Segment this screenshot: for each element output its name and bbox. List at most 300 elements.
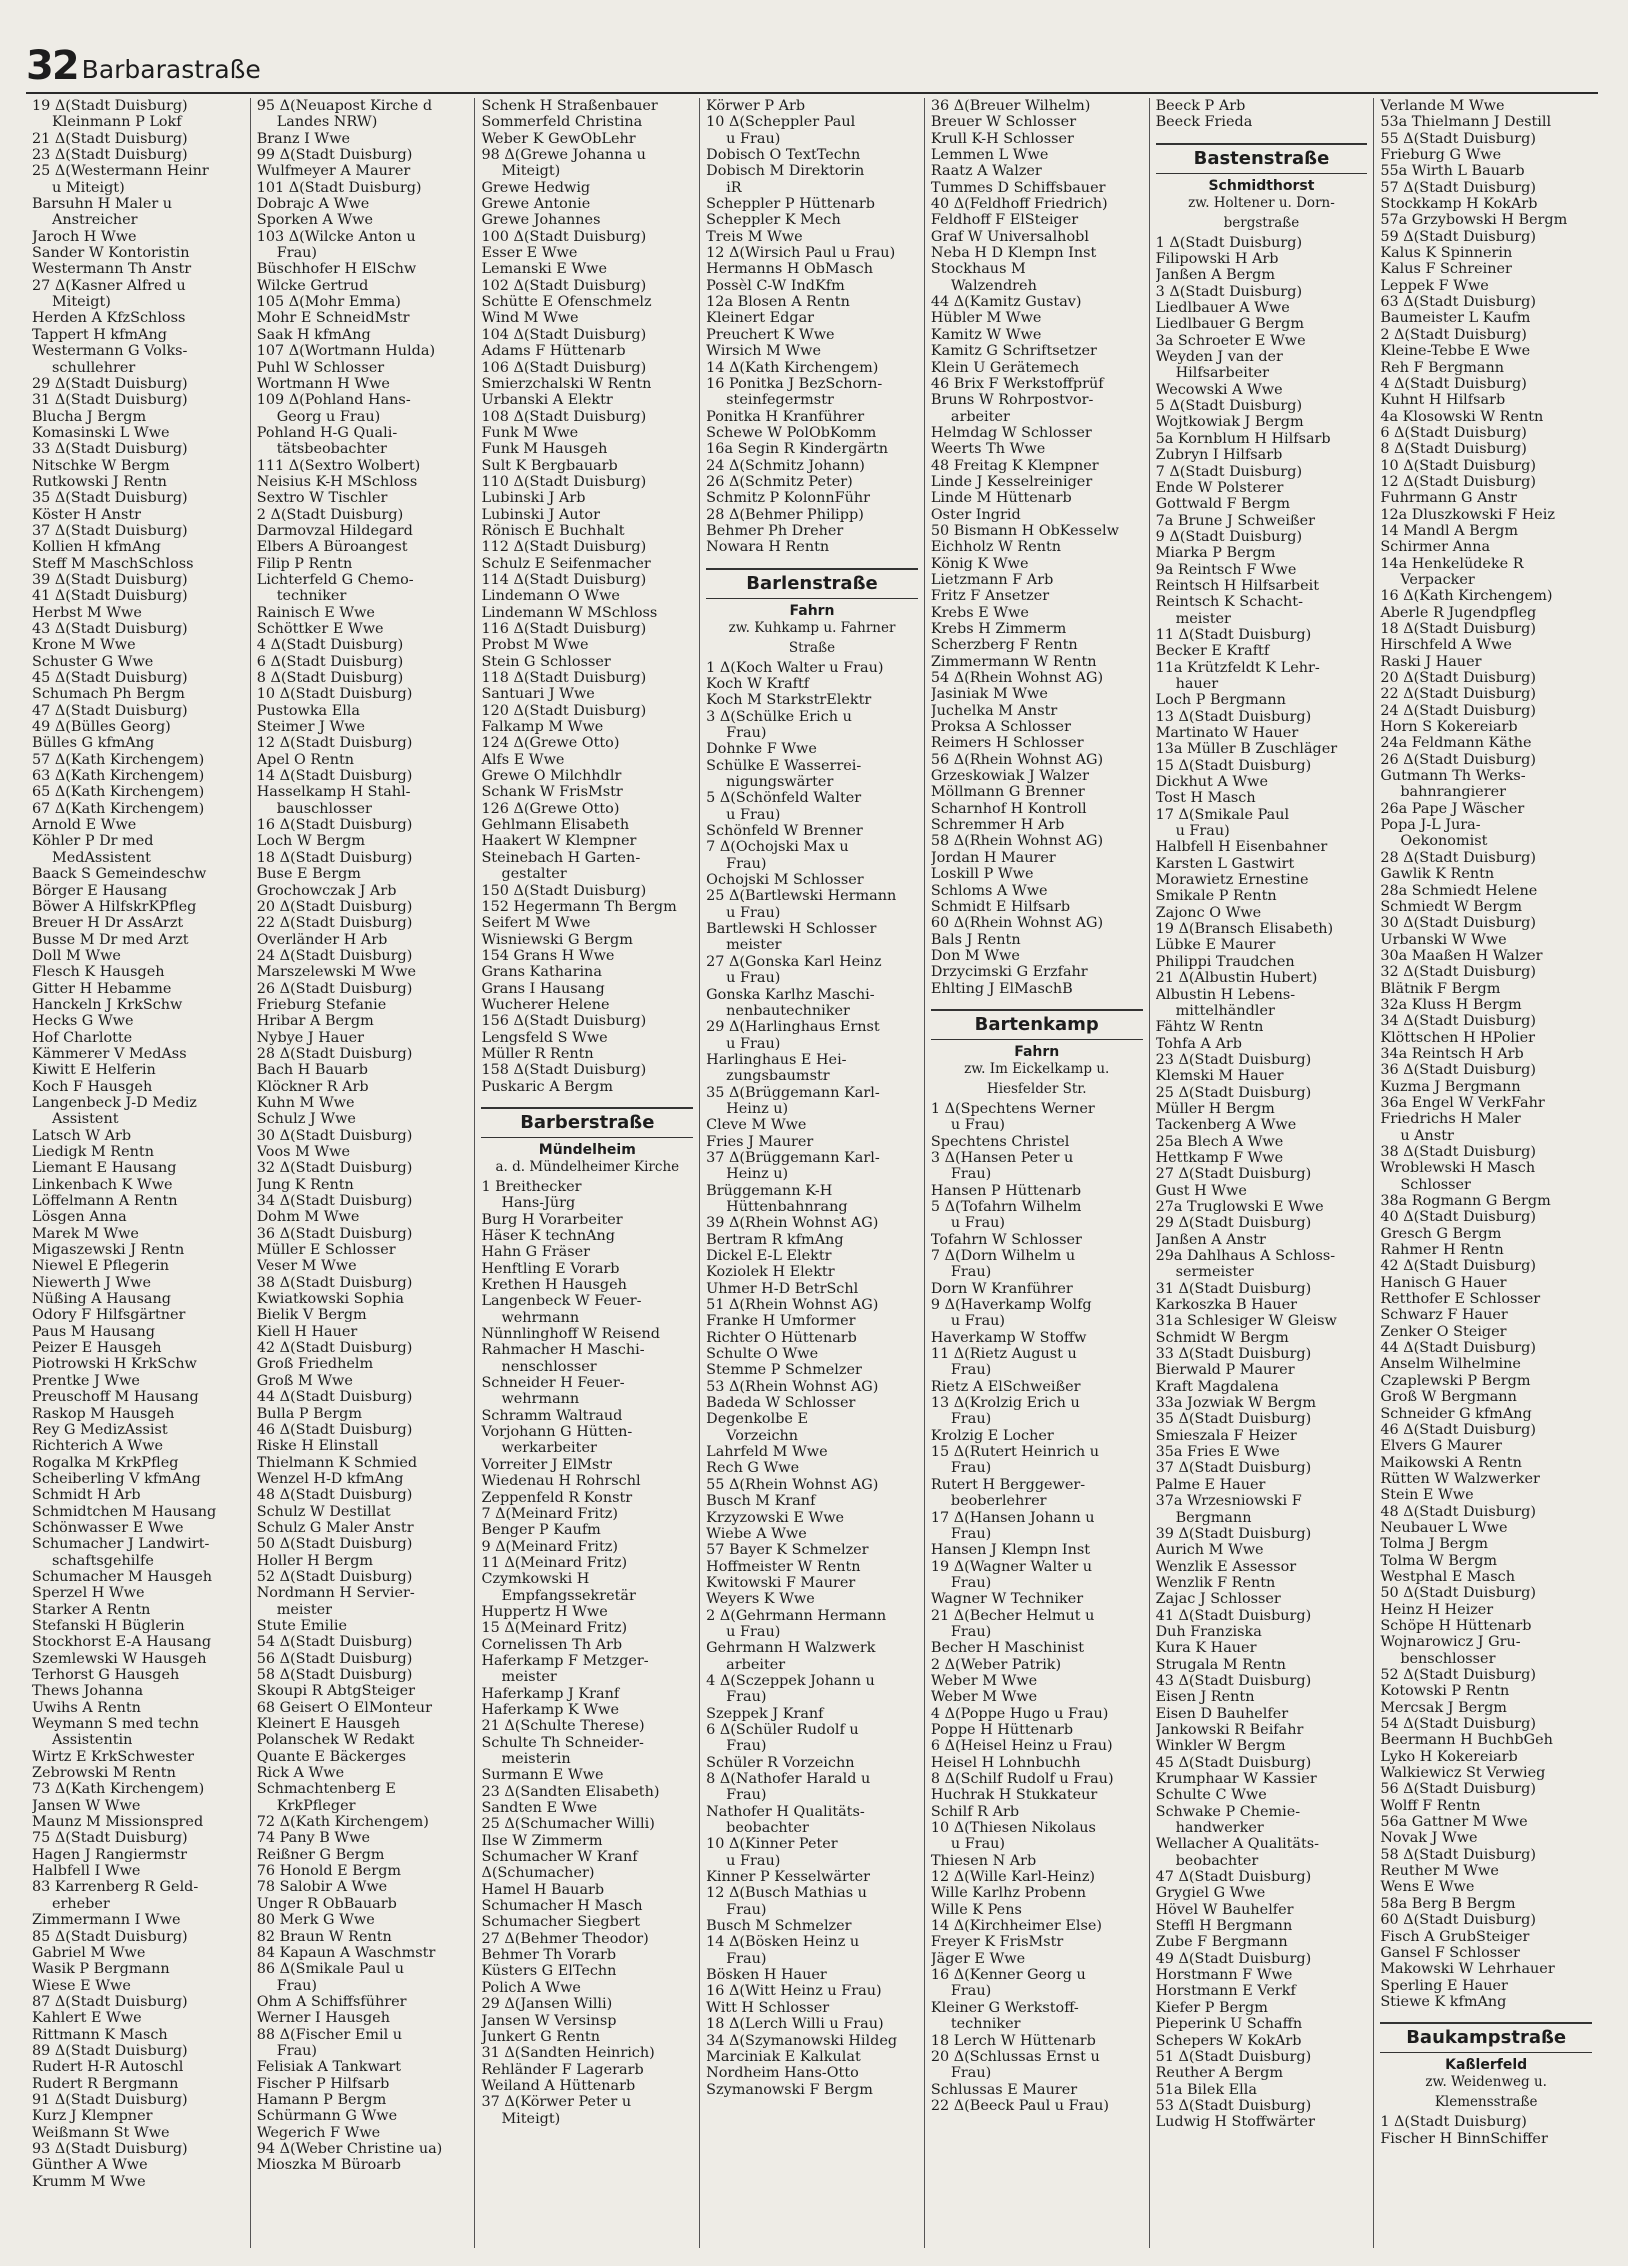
resident-entry: Scharnhof H Kontroll <box>930 800 1087 817</box>
resident-entry: schullehrer <box>52 359 136 376</box>
resident-entry: Stein G Schlosser <box>481 653 611 670</box>
resident-entry: Behmer Th Vorarb <box>481 1947 617 1964</box>
resident-entry: Koch W Kraftf <box>706 675 810 692</box>
resident-entry: Kalus K Spinnerin <box>1380 245 1513 262</box>
resident-entry: 47 Δ(Stadt Duisburg) <box>32 702 188 719</box>
resident-entry: 103 Δ(Wilcke Anton u <box>256 228 416 245</box>
resident-entry: Lengsfeld S Wwe <box>481 1029 608 1046</box>
street-section <box>931 1009 1143 1097</box>
resident-entry: 89 Δ(Stadt Duisburg) <box>32 2042 188 2059</box>
resident-entry: Rudert R Bergmann <box>32 2075 179 2092</box>
resident-entry: Blucha J Bergm <box>32 408 147 425</box>
resident-entry: Urbanski A Elektr <box>481 392 613 409</box>
resident-entry: Ohm A Schiffsführer <box>256 1993 407 2010</box>
resident-entry: 1 Δ(Spechtens Werner <box>930 1100 1095 1117</box>
resident-entry: Janßen A Anstr <box>1155 1231 1266 1248</box>
street-heading: Baukampstraße <box>1380 2022 1592 2053</box>
resident-entry: 31 Δ(Sandten Heinrich) <box>481 2045 655 2062</box>
resident-entry: Reintsch H Hilfsarbeit <box>1155 577 1320 594</box>
resident-entry: Ehlting J ElMaschB <box>930 980 1073 997</box>
resident-entry: Frau) <box>950 1525 992 1542</box>
resident-entry: Fischer H BinnSchiffer <box>1380 2130 1548 2147</box>
resident-entry: Anselm Wilhelmine <box>1380 1356 1521 1373</box>
resident-entry: Langenbeck W Feuer- <box>481 1293 642 1310</box>
resident-entry: Gawlik K Rentn <box>1380 866 1495 883</box>
resident-entry: Busse M Dr med Arzt <box>32 931 189 948</box>
resident-entry: 25a Blech A Wwe <box>1155 1133 1284 1150</box>
resident-entry: 12 Δ(Busch Mathias u <box>706 1885 867 1902</box>
resident-entry: Wenzlik F Rentn <box>1155 1574 1276 1591</box>
resident-entry: 7 Δ(Meinard Fritz) <box>481 1505 618 1522</box>
resident-entry: Neisius K-H MSchloss <box>256 473 418 490</box>
resident-entry: Nordheim Hans-Otto <box>706 2065 859 2082</box>
directory-column <box>925 98 1150 2248</box>
resident-entry: Klein U Gerätemech <box>930 359 1080 376</box>
resident-entry: Frau) <box>950 1983 992 2000</box>
resident-entry: 27 Δ(Gonska Karl Heinz <box>706 953 882 970</box>
resident-entry: Weber K GewObLehr <box>481 130 636 147</box>
resident-entry: Alfs E Wwe <box>481 751 565 768</box>
resident-entry: Branz I Wwe <box>256 130 351 147</box>
resident-entry: Liedlbauer A Wwe <box>1155 300 1290 317</box>
resident-entry: 24 Δ(Stadt Duisburg) <box>256 947 413 964</box>
header-rule <box>26 92 1598 94</box>
street-section <box>481 1107 693 1175</box>
resident-entry: 1 Δ(Koch Walter u Frau) <box>706 659 884 676</box>
resident-entry: Ochojski M Schlosser <box>706 872 864 889</box>
resident-entry: Kollien H kfmAng <box>32 539 161 556</box>
resident-entry: Steimer J Wwe <box>256 719 366 736</box>
resident-entry: Koch F Hausgeh <box>32 1078 153 1095</box>
resident-entry: Dohnke F Wwe <box>706 741 817 758</box>
resident-entry: Bulla P Bergm <box>256 1405 363 1422</box>
resident-entry: Schneider G kfmAng <box>1380 1405 1532 1422</box>
resident-entry: 57 Δ(Kath Kirchengem) <box>32 751 205 768</box>
resident-entry: meister <box>1175 610 1231 627</box>
resident-entry: 12 Δ(Stadt Duisburg) <box>1380 473 1536 490</box>
resident-entry: 3a Schroeter E Wwe <box>1155 332 1306 349</box>
resident-entry: Haferkamp K Wwe <box>481 1701 619 1718</box>
resident-entry: 36 Δ(Stadt Duisburg) <box>1380 1062 1536 1079</box>
resident-entry: mittelhändler <box>1175 1002 1275 1019</box>
resident-entry: 20 Δ(Schlussas Ernst u <box>930 2048 1100 2065</box>
resident-entry: Grewe Antonie <box>481 196 591 213</box>
resident-entry: Kalus F Schreiner <box>1380 261 1512 278</box>
resident-entry: Junkert G Rentn <box>481 2028 600 2045</box>
resident-entry: 53a Thielmann J Destill <box>1380 114 1552 131</box>
resident-entry: Groß Friedhelm <box>256 1356 374 1373</box>
resident-entry: 75 Δ(Stadt Duisburg) <box>32 1830 188 1847</box>
resident-entry: Bertram R kfmAng <box>706 1231 844 1248</box>
resident-entry: 112 Δ(Stadt Duisburg) <box>481 539 647 556</box>
resident-entry: Baumeister L Kaufm <box>1380 310 1531 327</box>
resident-entry: 7 Δ(Dorn Wilhelm u <box>930 1248 1076 1264</box>
resident-entry: handwerker <box>1175 1820 1264 1837</box>
resident-entry: Drzycimski G Erzfahr <box>930 964 1088 981</box>
resident-entry: 31a Schlesiger W Gleisw <box>1155 1313 1337 1330</box>
resident-entry: u Frau) <box>950 1313 1006 1330</box>
resident-entry: 16 Δ(Stadt Duisburg) <box>256 817 413 834</box>
street-heading: Barberstraße <box>481 1107 693 1138</box>
resident-entry: Verpacker <box>1400 571 1475 588</box>
resident-entry: Dickhut A Wwe <box>1155 774 1268 791</box>
resident-entry: 36a Engel W VerkFahr <box>1380 1094 1545 1111</box>
resident-entry: Possèl C-W IndKfm <box>706 277 845 294</box>
resident-entry: 54 Δ(Stadt Duisburg) <box>1380 1716 1536 1733</box>
resident-entry: Tolma W Bergm <box>1380 1552 1498 1569</box>
resident-entry: Poppe H Hüttenarb <box>930 1721 1074 1738</box>
resident-entry: Wojtkowiak J Bergm <box>1155 414 1304 431</box>
resident-entry: Harlinghaus E Hei- <box>706 1051 847 1068</box>
resident-entry: u Frau) <box>726 904 781 921</box>
resident-entry: Häser K technAng <box>481 1228 616 1244</box>
resident-entry: 56 Δ(Rhein Wohnst AG) <box>930 751 1104 768</box>
resident-entry: Lübke E Maurer <box>1155 937 1276 954</box>
resident-entry: Büschhofer H ElSchw <box>256 261 417 278</box>
resident-entry: 72 Δ(Kath Kirchengem) <box>256 1814 429 1831</box>
resident-entry: Gitter H Hebamme <box>32 980 172 997</box>
resident-entry: Ponitka H Kranführer <box>706 408 865 425</box>
resident-entry: Jaroch H Wwe <box>32 228 137 245</box>
resident-entry: 31 Δ(Stadt Duisburg) <box>1155 1280 1312 1297</box>
resident-entry: Wucherer Helene <box>481 996 610 1013</box>
resident-entry: techniker <box>276 588 347 605</box>
resident-entry: Krethen H Hausgeh <box>481 1277 627 1294</box>
resident-entry: Barsuhn H Maler u <box>32 196 173 213</box>
resident-entry: Wisniewski G Bergm <box>481 931 633 948</box>
resident-entry: Sommerfeld Christina <box>481 114 643 131</box>
resident-entry: 57 Bayer K Schmelzer <box>706 1542 869 1559</box>
resident-entry: 22 Δ(Beeck Paul u Frau) <box>930 2097 1109 2114</box>
resident-entry: Krull K-H Schlosser <box>930 130 1074 147</box>
resident-entry: Prentke J Wwe <box>32 1372 140 1389</box>
resident-entry: Frieburg G Wwe <box>1380 147 1502 164</box>
resident-entry: Vorreiter J ElMstr <box>481 1456 613 1473</box>
resident-entry: Schwarz F Hauer <box>1380 1307 1508 1324</box>
resident-entry: Blätnik F Bergm <box>1380 980 1501 997</box>
resident-entry: Hermanns H ObMasch <box>706 261 873 278</box>
resident-entry: Wroblewski H Masch <box>1380 1160 1536 1177</box>
resident-entry: Köster H Anstr <box>32 506 141 523</box>
resident-entry: Darmovzal Hildegard <box>256 522 413 539</box>
resident-entry: 33 Δ(Stadt Duisburg) <box>1155 1346 1312 1363</box>
resident-entry: Scheppler K Mech <box>706 212 841 229</box>
resident-entry: Dohm M Wwe <box>256 1209 360 1226</box>
resident-entry: Fritz F Ansetzer <box>930 588 1050 605</box>
resident-entry: Marszelewski M Wwe <box>256 964 417 981</box>
resident-entry: Schumacher W Kranf <box>481 1849 638 1866</box>
resident-entry: Zebrowski M Rentn <box>32 1765 176 1782</box>
resident-entry: 99 Δ(Stadt Duisburg) <box>256 147 413 164</box>
resident-entry: Koch M StarkstrElektr <box>706 692 872 709</box>
resident-entry: Linde M Hüttenarb <box>930 490 1072 507</box>
resident-entry: Haferkamp J Kranf <box>481 1685 620 1702</box>
resident-entry: u Frau) <box>950 1836 1006 1853</box>
resident-entry: 58 Δ(Rhein Wohnst AG) <box>930 833 1104 850</box>
resident-entry: Mohr E SchneidMstr <box>256 310 410 327</box>
resident-entry: 28 Δ(Behmer Philipp) <box>706 506 864 523</box>
resident-entry: 40 Δ(Feldhoff Friedrich) <box>930 196 1108 213</box>
resident-entry: Liedigk M Rentn <box>32 1144 154 1160</box>
resident-entry: Herbst M Wwe <box>32 604 142 621</box>
resident-entry: Wille K Pens <box>930 1901 1022 1918</box>
resident-entry: 23 Δ(Sandten Elisabeth) <box>481 1783 660 1800</box>
resident-entry: Kiell H Hauer <box>256 1323 358 1340</box>
resident-entry: Schmidt E Hilfsarb <box>930 898 1071 915</box>
directory-column <box>1150 98 1375 2248</box>
resident-entry: Grewe O Milchhdlr <box>481 768 622 785</box>
resident-entry: Bruns W Rohrpostvor- <box>930 392 1094 409</box>
resident-entry: Hübler M Wwe <box>930 310 1042 327</box>
resident-entry: Walkiewicz St Verwieg <box>1380 1765 1546 1782</box>
resident-entry: 1 Δ(Stadt Duisburg) <box>1155 234 1303 251</box>
resident-entry: 67 Δ(Kath Kirchengem) <box>32 800 205 817</box>
resident-entry: Proksa A Schlosser <box>930 719 1071 736</box>
resident-entry: Frau) <box>726 1689 767 1706</box>
resident-entry: Spechtens Christel <box>930 1133 1070 1150</box>
resident-entry: Heinz u) <box>726 1166 789 1183</box>
resident-entry: Möllmann G Brenner <box>930 784 1085 801</box>
resident-entry: 114 Δ(Stadt Duisburg) <box>481 571 647 588</box>
resident-entry: Miteigt) <box>52 294 111 311</box>
resident-entry: Puskaric A Bergm <box>481 1078 613 1095</box>
resident-entry: 86 Δ(Smikale Paul u <box>256 1961 405 1978</box>
resident-entry: Nitschke W Bergm <box>32 457 170 474</box>
resident-entry: 78 Salobir A Wwe <box>256 1879 388 1896</box>
resident-entry: Löffelmann A Rentn <box>32 1193 178 1210</box>
resident-entry: Lahrfeld M Wwe <box>706 1444 828 1461</box>
resident-entry: Tappert H kfmAng <box>32 326 167 343</box>
resident-entry: Krumphaar W Kassier <box>1155 1771 1317 1787</box>
resident-entry: Frau) <box>950 2065 992 2082</box>
resident-entry: Elbers A Büroangest <box>256 539 408 556</box>
resident-entry: Schumacher M Hausgeh <box>32 1568 213 1585</box>
resident-entry: 46 Brix F Werkstoffprüf <box>930 375 1104 392</box>
resident-entry: Brüggemann K-H <box>706 1182 833 1199</box>
resident-entry: Schank W FrisMstr <box>481 784 623 801</box>
resident-entry: Wille Karlhz Probenn <box>930 1885 1087 1902</box>
resident-entry: Stute Emilie <box>256 1617 347 1634</box>
resident-entry: 28 Δ(Stadt Duisburg) <box>1380 849 1536 866</box>
resident-entry: 10 Δ(Kinner Peter <box>706 1836 838 1853</box>
resident-entry: Heinz H Heizer <box>1380 1601 1494 1618</box>
resident-entry: 73 Δ(Kath Kirchengem) <box>32 1781 205 1798</box>
resident-entry: Zimmermann W Rentn <box>930 653 1097 670</box>
resident-entry: 13 Δ(Krolzig Erich u <box>930 1395 1080 1412</box>
resident-entry: Szymanowski F Bergm <box>706 2081 873 2098</box>
resident-entry: König K Wwe <box>930 555 1029 572</box>
resident-entry: Anstreicher <box>52 212 138 229</box>
resident-entry: Ludwig H Stoffwärter <box>1155 2114 1315 2131</box>
resident-entry: 5 Δ(Tofahrn Wilhelm <box>930 1198 1082 1215</box>
resident-entry: Schönfeld W Brenner <box>706 823 863 840</box>
resident-entry: 41 Δ(Stadt Duisburg) <box>1155 1607 1312 1624</box>
resident-entry: Stein E Wwe <box>1380 1487 1474 1504</box>
resident-entry: 25 Δ(Bartlewski Hermann <box>706 888 897 905</box>
resident-entry: 11a Krützfeldt K Lehr- <box>1155 659 1320 676</box>
resident-entry: Huppertz H Wwe <box>481 1603 608 1620</box>
resident-entry: 35 Δ(Brüggemann Karl- <box>706 1084 880 1101</box>
resident-entry: Busch M Schmelzer <box>706 1918 852 1935</box>
resident-entry: Schepers W KokArb <box>1155 2032 1302 2049</box>
resident-entry: Kuzma J Bergmann <box>1380 1078 1521 1095</box>
resident-entry: Dorn W Kranführer <box>930 1280 1073 1297</box>
resident-entry: 14 Δ(Bösken Heinz u <box>706 1934 860 1951</box>
resident-entry: Mioszka M Büroarb <box>256 2157 401 2174</box>
resident-entry: 48 Freitag K Klempner <box>930 457 1099 474</box>
resident-entry: Witt H Schlosser <box>706 1999 830 2016</box>
resident-entry: Skoupi R AbtgSteiger <box>256 1683 415 1700</box>
resident-entry: Smieszala F Heizer <box>1155 1427 1297 1444</box>
resident-entry: u Miteigt) <box>52 179 125 196</box>
resident-entry: Schöttker E Wwe <box>256 621 384 637</box>
resident-entry: benschlosser <box>1400 1650 1496 1667</box>
resident-entry: Hamann P Bergm <box>256 2091 387 2108</box>
resident-entry: Rudert H-R Autoschl <box>32 2059 184 2076</box>
resident-entry: 150 Δ(Stadt Duisburg) <box>481 882 647 899</box>
resident-entry: 24a Feldmann Käthe <box>1380 735 1532 752</box>
resident-entry: Hans-Jürg <box>501 1195 576 1212</box>
resident-entry: Schülke E Wasserrei- <box>706 757 862 774</box>
resident-entry: Rick A Wwe <box>256 1765 345 1782</box>
resident-entry: Marciniak E Kalkulat <box>706 2048 861 2065</box>
resident-entry: Schloms A Wwe <box>930 882 1048 899</box>
resident-entry: Frau) <box>276 245 318 262</box>
resident-entry: Kiwitt E Helferin <box>32 1062 156 1079</box>
resident-entry: beoberlehrer <box>950 1493 1047 1510</box>
resident-entry: Maunz M Missionspred <box>32 1814 204 1831</box>
resident-entry: Kleinmann P Lokf <box>52 114 182 131</box>
resident-entry: 32 Δ(Stadt Duisburg) <box>1380 964 1536 981</box>
resident-entry: Schulte Th Schneider- <box>481 1734 644 1751</box>
resident-entry: Uwihs A Rentn <box>32 1699 141 1716</box>
resident-entry: Grans Katharina <box>481 964 602 981</box>
resident-entry: u Frau) <box>726 1852 781 1869</box>
resident-entry: Gutmann Th Werks- <box>1380 768 1526 785</box>
resident-entry: Rech G Wwe <box>706 1460 800 1477</box>
resident-entry: Novak J Wwe <box>1380 1830 1478 1847</box>
resident-entry: 29 Δ(Stadt Duisburg) <box>1155 1215 1312 1232</box>
resident-entry: 13a Müller B Zuschläger <box>1155 741 1338 758</box>
resident-entry: Kleinert Edgar <box>706 310 815 327</box>
resident-entry: Frieburg Stefanie <box>256 996 387 1013</box>
resident-entry: Jankowski R Beifahr <box>1155 1721 1304 1738</box>
resident-entry: Czymkowski H <box>481 1571 590 1588</box>
resident-entry: Wind M Wwe <box>481 310 579 327</box>
resident-entry: Thiesen N Arb <box>930 1852 1037 1869</box>
resident-entry: Becher H Maschinist <box>930 1640 1085 1657</box>
resident-entry: 41 Δ(Stadt Duisburg) <box>32 588 188 605</box>
resident-entry: Bach H Bauarb <box>256 1062 368 1079</box>
resident-entry: Palme E Hauer <box>1155 1476 1266 1493</box>
resident-entry: Lemanski E Wwe <box>481 261 607 278</box>
resident-entry: 15 Δ(Stadt Duisburg) <box>1155 757 1312 774</box>
resident-entry: Cleve M Wwe <box>706 1117 807 1134</box>
resident-entry: 68 Geisert O ElMonteur <box>256 1699 432 1716</box>
resident-entry: 25 Δ(Westermann Heinr <box>32 163 209 180</box>
resident-entry: Surmann E Wwe <box>481 1767 604 1784</box>
resident-entry: Klöckner R Arb <box>256 1078 369 1095</box>
resident-entry: Freyer K FrisMstr <box>930 1934 1064 1951</box>
resident-entry: 2 Δ(Stadt Duisburg) <box>1380 326 1527 343</box>
resident-entry: Benger P Kaufm <box>481 1522 601 1539</box>
resident-entry: Hagen J Rangiermstr <box>32 1846 187 1863</box>
resident-entry: 111 Δ(Sextro Wolbert) <box>256 457 421 474</box>
resident-entry: steinfegermstr <box>726 392 834 409</box>
resident-entry: Falkamp M Wwe <box>481 719 604 736</box>
resident-entry: 5 Δ(Schönfeld Walter <box>706 790 862 807</box>
resident-entry: Funk M Hausgeh <box>481 441 608 458</box>
resident-entry: Frau) <box>726 1738 767 1755</box>
resident-entry: Horn S Kokereiarb <box>1380 719 1518 736</box>
resident-entry: Burg H Vorarbeiter <box>481 1211 623 1228</box>
resident-entry: Wirsich M Wwe <box>706 343 822 360</box>
page-number: 32 <box>26 43 78 89</box>
resident-entry: Czaplewski P Bergm <box>1380 1372 1531 1389</box>
resident-entry: Wirtz E KrkSchwester <box>32 1748 194 1765</box>
resident-entry: Körwer P Arb <box>706 98 806 114</box>
resident-entry: Wulfmeyer A Maurer <box>256 163 411 180</box>
resident-entry: Sperling E Hauer <box>1380 1977 1508 1994</box>
resident-entry: Schewe W PolObKomm <box>706 424 877 441</box>
resident-entry: 3 Δ(Hansen Peter u <box>930 1149 1074 1166</box>
resident-entry: Henftling E Vorarb <box>481 1260 620 1277</box>
resident-entry: Weyers K Wwe <box>706 1591 815 1608</box>
resident-entry: Esser E Wwe <box>481 245 578 262</box>
resident-entry: Odory F Hilfsgärtner <box>32 1307 186 1324</box>
resident-entry: Kurz J Klempner <box>32 2108 153 2125</box>
resident-entry: Popa J-L Jura- <box>1380 817 1481 834</box>
resident-entry: 54 Δ(Stadt Duisburg) <box>256 1634 413 1651</box>
district-name: Kaßlerfeld <box>1445 2057 1528 2074</box>
resident-entry: Lindemann O Wwe <box>481 588 620 605</box>
resident-entry: Scheiberling V kfmAng <box>32 1470 201 1487</box>
resident-entry: beobachter <box>726 1820 809 1837</box>
resident-entry: Buse E Bergm <box>256 866 361 883</box>
resident-entry: tätsbeobachter <box>276 441 387 458</box>
resident-entry: Stemme P Schmelzer <box>706 1362 862 1379</box>
street-heading: Bastenstraße <box>1156 143 1368 174</box>
resident-entry: 45 Δ(Stadt Duisburg) <box>1155 1754 1312 1771</box>
resident-entry: Tost H Masch <box>1155 790 1256 807</box>
resident-entry: 7 Δ(Stadt Duisburg) <box>1155 463 1303 480</box>
resident-entry: Krumm M Wwe <box>32 2173 146 2190</box>
resident-entry: Frau) <box>950 1623 992 1640</box>
resident-entry: 12 Δ(Wirsich Paul u Frau) <box>706 245 896 262</box>
resident-entry: Schulz W Destillat <box>256 1503 391 1520</box>
resident-entry: Zubryn I Hilfsarb <box>1155 447 1283 464</box>
resident-entry: 4a Klosowski W Rentn <box>1380 408 1544 425</box>
resident-entry: Weber M Wwe <box>930 1672 1038 1689</box>
resident-entry: 27 Δ(Behmer Theodor) <box>481 1930 649 1947</box>
resident-entry: Behmer Ph Dreher <box>706 522 844 539</box>
resident-entry: 50 Δ(Stadt Duisburg) <box>256 1536 413 1553</box>
resident-entry: Fries J Maurer <box>706 1133 814 1150</box>
resident-entry: Aberle R Jugendpfleg <box>1380 604 1537 621</box>
resident-entry: Terhorst G Hausgeh <box>32 1667 180 1683</box>
resident-entry: Kuhnt H Hilfsarb <box>1380 392 1506 409</box>
resident-entry: Scheppler P Hüttenarb <box>706 196 875 213</box>
resident-entry: 28a Schmiedt Helene <box>1380 882 1538 899</box>
resident-entry: Jansen W Versinsp <box>481 2012 617 2029</box>
resident-entry: 9 Δ(Stadt Duisburg) <box>1155 528 1303 545</box>
resident-entry: 105 Δ(Mohr Emma) <box>256 294 401 311</box>
resident-entry: Wecowski A Wwe <box>1155 381 1283 398</box>
resident-entry: beobachter <box>1175 1852 1259 1869</box>
resident-entry: sermeister <box>1175 1264 1254 1281</box>
resident-entry: Stefanski H Büglerin <box>32 1617 185 1634</box>
resident-entry: 29 Δ(Jansen Willi) <box>481 1996 613 2013</box>
